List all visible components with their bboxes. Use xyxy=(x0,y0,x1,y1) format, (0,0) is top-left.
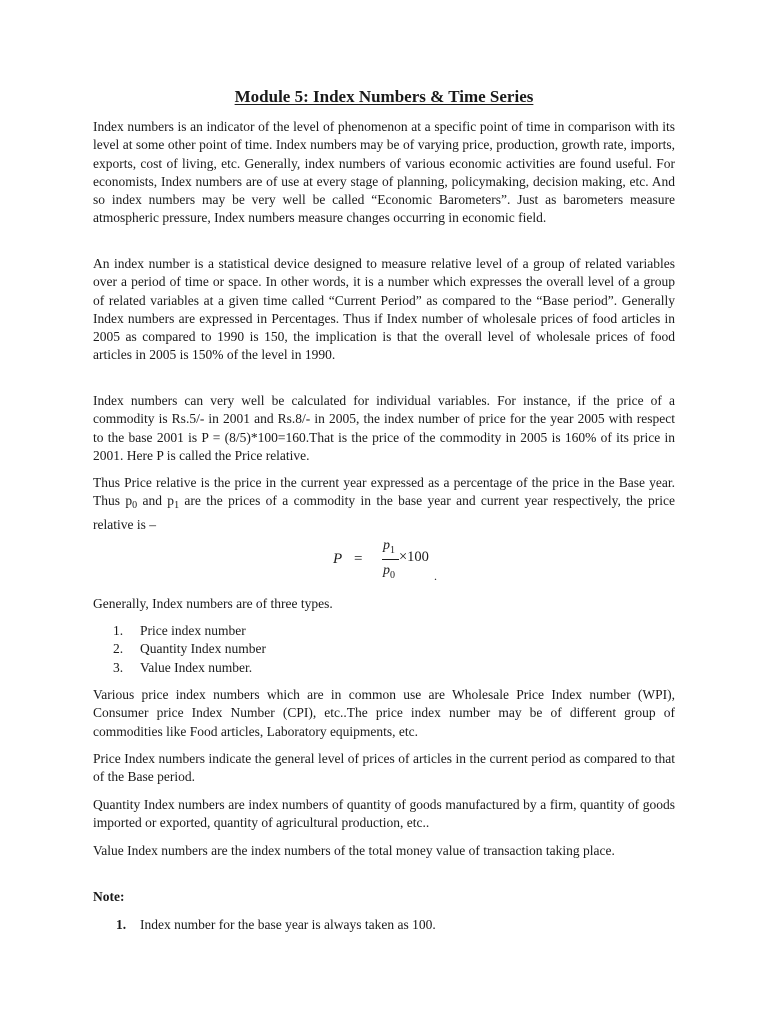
price-relative-text-b: and p xyxy=(137,493,175,509)
note-item xyxy=(116,917,436,933)
paragraph-types-intro: Generally, Index numbers are of three types. xyxy=(93,596,333,611)
formula-numerator-sub: 1 xyxy=(390,545,395,556)
list-item: 2. Quantity Index number xyxy=(113,641,266,657)
subscript-zero: 0 xyxy=(132,500,138,512)
note-item-number: 1. xyxy=(116,917,127,932)
formula-fraction-bar xyxy=(382,559,399,560)
note-label: Note: xyxy=(93,889,125,904)
paragraph-quantity-index: Quantity Index numbers are index numbers of quantity of goods manufactured by a firm, quantity of goods imported or exported, quantity of agricultural production, etc.. xyxy=(93,797,675,831)
formula-equals: = xyxy=(354,551,363,567)
list-item: 1. Price index number xyxy=(113,623,246,638)
price-relative-formula xyxy=(0,536,768,592)
price-relative-text-c: are the prices of a commodity in the base year and current year respectively, the price relative is – xyxy=(93,493,675,532)
paragraph-price-relative xyxy=(93,474,675,534)
paragraph-definition: An index number is a statistical device designed to measure relative level of a group of related variables over a period of time or space. In other words, it is a number which expresses the overall level of a group of related variables at a given time called “Current Period” as compared to the “Base period”. Generally Index numbers are expressed in Percentages. Thus if Index number of wholesale prices of food articles in 2005 as compared to 1990 is 150, the implication is that the overall level of wholesale prices of food articles in 2005 is 150% of the level in 1990. xyxy=(93,256,675,363)
formula-numerator-var: p xyxy=(383,538,390,553)
paragraph-intro: Index numbers is an indicator of the level of phenomenon at a specific point of time in comparison with its level at some other point of time. Index numbers may be of varying price, production, growth rate, imports, exports, cost of living, etc. Generally, index numbers of various economic activities are found useful. For economists, Index numbers are of use at every stage of planning, policymaking, decision making, etc. And so index numbers may be very well be called “Economic Barometers”. Just as barometers measure atmospheric pressure, Index numbers measure changes occurring in economic field. xyxy=(93,119,675,226)
formula-denominator-sub: 0 xyxy=(390,570,395,581)
page-title: Module 5: Index Numbers & Time Series xyxy=(234,87,534,106)
paragraph-price-index-usage: Various price index numbers which are in common use are Wholesale Price Index number (WPI), Consumer price Index Number (CPI), etc..The price index number may be of different group of commodities like Food articles, Laboratory equipments, etc. xyxy=(93,687,675,739)
formula-lhs: P xyxy=(333,551,343,567)
price-relative-text-a: Thus Price relative is the price in the current year expressed as a percentage of the price in the Base year. Thus p xyxy=(93,475,675,509)
paragraph-value-index: Value Index numbers are the index numbers of the total money value of transaction taking place. xyxy=(93,843,615,858)
note-item-text: Index number for the base year is always taken as 100. xyxy=(140,917,436,932)
formula-denominator-var: p xyxy=(383,563,390,578)
formula-numerator xyxy=(383,538,395,556)
formula-denominator xyxy=(383,563,395,581)
formula-trailing-dot: . xyxy=(434,569,437,583)
paragraph-price-index: Price Index numbers indicate the general level of prices of articles in the current period as compared to that of the Base period. xyxy=(93,751,675,785)
paragraph-individual-variables: Index numbers can very well be calculated for individual variables. For instance, if the price of a commodity is Rs.5/- in 2001 and Rs.8/- in 2005, the index number of price for the year 2005 with respect to the base 2001 is P = (8/5)*100=160.That is the price of the commodity in 2005 is 160% of its price in 2001. Here P is called the Price relative. xyxy=(93,393,675,463)
index-types-list xyxy=(113,622,653,677)
subscript-one: 1 xyxy=(174,500,180,512)
list-item: 3. Value Index number. xyxy=(113,659,253,675)
formula-times-hundred: ×100 xyxy=(399,549,429,565)
